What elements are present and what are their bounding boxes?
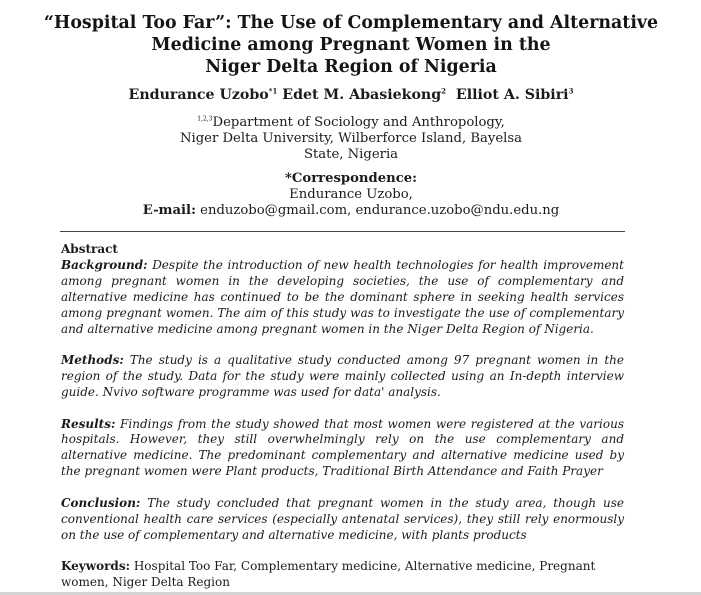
title-line-2: Medicine among Pregnant Women in the [151, 35, 551, 55]
author-3-affiliation-mark: 3 [568, 86, 574, 96]
conclusion-paragraph [61, 496, 624, 544]
affiliation-line-1: Department of Sociology and Anthropology, [212, 115, 505, 130]
author-1-name: Endurance Uzobo [128, 87, 269, 103]
background-text: Despite the introduction of new health technologies for health improvement among pregnant women in the developing societies, the use of complementary and alternative medicine has continued to be the dominant sphere in seeking health services among pregnant women. The aim of this study was to investigate the use of complementary and alternative medicine among pregnant women in the Niger Delta Region of Nigeria. [61, 257, 624, 336]
keywords-text: Hospital Too Far, Complementary medicine, Alternative medicine, Pregnant women, Niger Delta Region [61, 559, 596, 590]
paper-title [40, 12, 662, 78]
section-divider [60, 231, 625, 232]
author-2-affiliation-mark: 2 [441, 86, 447, 96]
conclusion-text: The study concluded that pregnant women in the study area, though use conventional health care services (especially antenatal services), they still rely enormously on the use of complementary and alternative medicine, with plants products [61, 495, 624, 542]
correspondence-label: *Correspondence: [285, 171, 417, 186]
methods-text: The study is a qualitative study conducted among 97 pregnant women in the region of the study. Data for the study were mainly collected using an In-depth interview guide. Nvivo software programme was used for data' analysis. [61, 353, 624, 399]
correspondence-name: Endurance Uzobo, [289, 186, 413, 202]
affiliation-line-3: State, Nigeria [303, 146, 399, 162]
author-list [40, 86, 662, 104]
background-paragraph [61, 258, 624, 338]
methods-paragraph [61, 353, 624, 401]
abstract-heading: Abstract [61, 242, 118, 256]
title-line-3: Niger Delta Region of Nigeria [205, 57, 497, 77]
abstract-section [61, 242, 624, 591]
affiliation-mark: 1,2,3 [197, 115, 213, 123]
title-line-1: “Hospital Too Far”: The Use of Complementary and Alternative [43, 13, 659, 33]
conclusion-label: Conclusion: [61, 495, 141, 510]
affiliation-line-2: Niger Delta University, Wilberforce Island, Bayelsa [179, 130, 523, 146]
author-2-name: Edet M. Abasiekong [282, 87, 442, 103]
email-address[interactable]: enduzobo@gmail.com, endurance.uzobo@ndu.edu.ng [200, 202, 560, 218]
correspondence-block [40, 171, 662, 218]
keywords-label: Keywords: [61, 559, 131, 574]
keywords-paragraph [61, 559, 624, 591]
results-label: Results: [61, 416, 116, 431]
author-3-name: Elliot A. Sibiri [455, 87, 569, 103]
author-1-affiliation-mark: *1 [268, 86, 278, 96]
background-label: Background: [61, 257, 148, 272]
email-label: E-mail: [142, 202, 196, 218]
results-paragraph [61, 417, 624, 481]
affiliation-block [40, 115, 662, 162]
methods-label: Methods: [61, 353, 124, 368]
results-text: Findings from the study showed that most women were registered at the various hospitals. However, they still overwhelmingly rely on the use complementary and alternative medicine. The predominant complementary and alternative medicine used by the pregnant women were Plant products, Traditional Birth Attendance and Faith Prayer [61, 416, 624, 479]
